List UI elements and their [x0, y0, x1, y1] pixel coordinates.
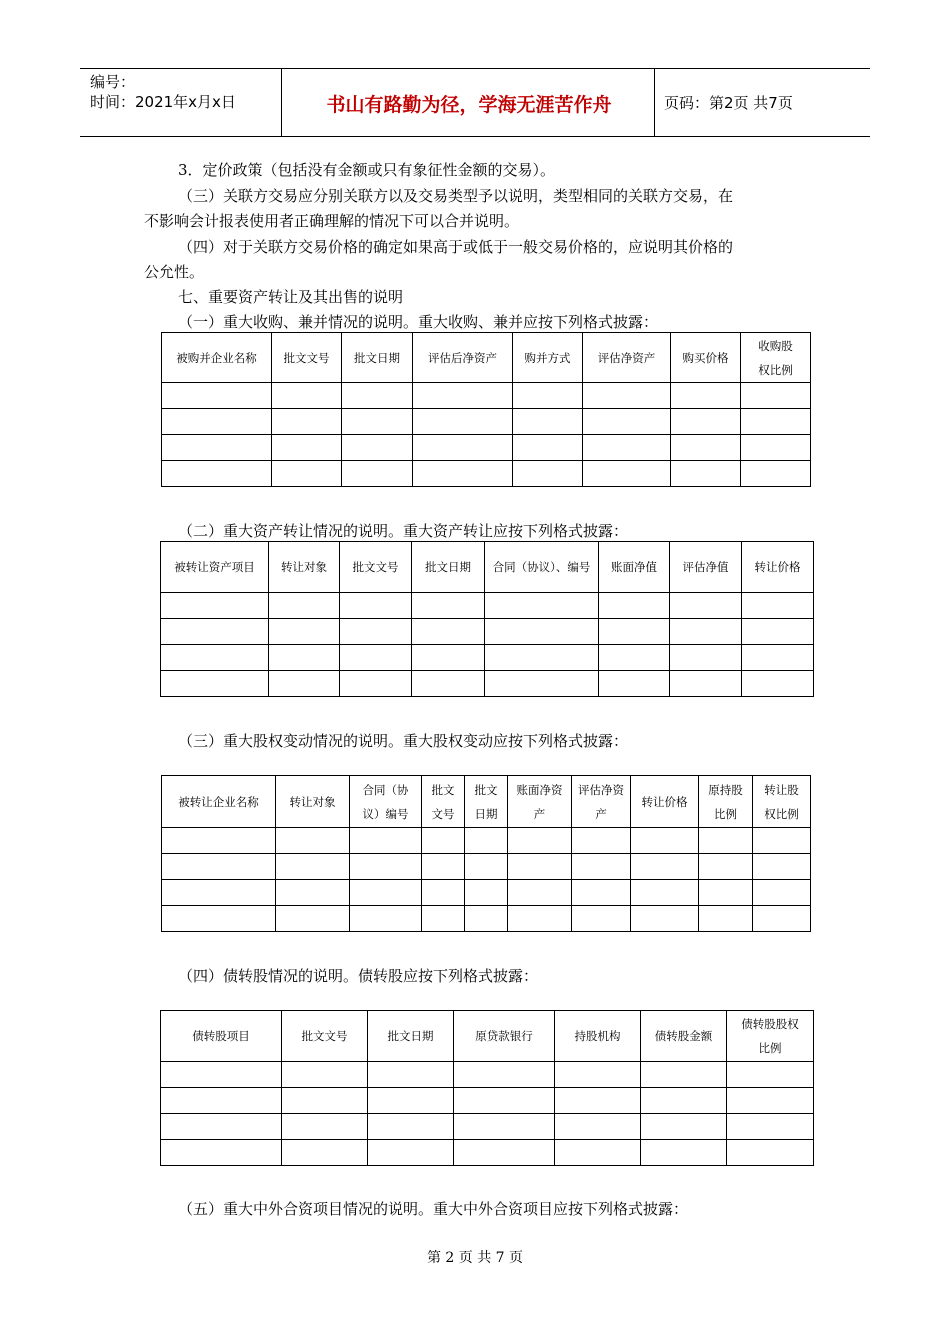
table-header-cell: 原持股比例 — [699, 776, 753, 828]
debt-equity-table — [160, 1010, 814, 1166]
table-row — [162, 906, 811, 932]
subsection-3-heading: （三）重大股权变动情况的说明。重大股权变动应按下列格式披露： — [178, 732, 629, 750]
table-header-cell: 债转股股权比例 — [727, 1011, 814, 1062]
subsection-4-heading: （四）债转股情况的说明。债转股应按下列格式披露： — [178, 967, 539, 985]
table-header-cell: 账面净资产 — [508, 776, 572, 828]
table-header-cell: 批文文号 — [422, 776, 465, 828]
table-row — [162, 828, 811, 854]
header-bottom-rule — [80, 136, 870, 137]
table-header-cell: 批文文号 — [340, 542, 412, 593]
doc-time-label: 时间：2021年x月x日 — [90, 93, 236, 111]
table-header-cell: 评估净资产 — [572, 776, 631, 828]
subsection-5-heading: （五）重大中外合资项目情况的说明。重大中外合资项目应按下列格式披露： — [178, 1200, 689, 1218]
table-header-cell: 持股机构 — [555, 1011, 641, 1062]
table-header-cell: 评估净值 — [670, 542, 742, 593]
table-header-row — [162, 776, 811, 828]
table-row — [161, 645, 814, 671]
page-footer: 第 2 页 共 7 页 — [426, 1250, 524, 1266]
table-header-cell: 原贷款银行 — [454, 1011, 555, 1062]
table-header-cell: 批文日期 — [368, 1011, 454, 1062]
table-row — [161, 593, 814, 619]
header-meta — [90, 72, 236, 112]
table-header-cell: 购买价格 — [671, 333, 741, 383]
table-header-row — [161, 1011, 814, 1062]
paragraph-3-line1: （三）关联方交易应分别关联方以及交易类型予以说明，类型相同的关联方交易，在 — [178, 187, 734, 205]
table-header-cell: 转让对象 — [269, 542, 340, 593]
table-header-cell: 被转让资产项目 — [161, 542, 269, 593]
table-header-cell: 债转股项目 — [161, 1011, 282, 1062]
table-header-cell: 账面净值 — [599, 542, 670, 593]
table-header-cell: 转让股权比例 — [753, 776, 811, 828]
paragraph-pricing-policy: 3．定价政策（包括没有金额或只有象征性金额的交易）。 — [178, 161, 556, 179]
subsection-1-heading: （一）重大收购、兼并情况的说明。重大收购、兼并应按下列格式披露： — [178, 313, 659, 331]
header-top-rule — [80, 68, 870, 69]
asset-transfer-table — [160, 541, 814, 697]
table-header-cell: 评估净资产 — [583, 333, 671, 383]
acquisition-table — [161, 332, 811, 487]
table-row — [161, 1062, 814, 1088]
subsection-2-heading: （二）重大资产转让情况的说明。重大资产转让应按下列格式披露： — [178, 522, 629, 540]
table-row — [162, 461, 811, 487]
table-header-cell: 债转股金额 — [641, 1011, 727, 1062]
table-header-cell: 转让价格 — [742, 542, 814, 593]
equity-change-table — [161, 775, 811, 932]
table-row — [162, 409, 811, 435]
table-header-cell: 被转让企业名称 — [162, 776, 276, 828]
table-header-cell: 收购股权比例 — [741, 333, 811, 383]
paragraph-3-line2: 不影响会计报表使用者正确理解的情况下可以合并说明。 — [144, 212, 520, 230]
table-header-cell: 批文日期 — [465, 776, 508, 828]
table-header-cell: 转让对象 — [276, 776, 350, 828]
table-header-cell: 批文日期 — [342, 333, 413, 383]
table-header-cell: 合同（协议）编号 — [350, 776, 422, 828]
table-row — [162, 435, 811, 461]
table-row — [162, 383, 811, 409]
table-header-cell: 被购并企业名称 — [162, 333, 272, 383]
table-header-cell: 合同（协议）、编号 — [485, 542, 599, 593]
header-page-info: 页码：第2页 共7页 — [664, 94, 793, 112]
table-row — [161, 671, 814, 697]
section-7-heading: 七、重要资产转让及其出售的说明 — [178, 288, 404, 306]
table-row — [161, 1140, 814, 1166]
table-header-cell: 批文文号 — [282, 1011, 368, 1062]
doc-number-label: 编号： — [90, 73, 136, 91]
table-header-cell: 购并方式 — [513, 333, 583, 383]
table-row — [161, 619, 814, 645]
table-header-cell: 批文日期 — [412, 542, 485, 593]
table-header-cell: 评估后净资产 — [413, 333, 513, 383]
table-header-cell: 转让价格 — [631, 776, 699, 828]
paragraph-4-line1: （四）对于关联方交易价格的确定如果高于或低于一般交易价格的，应说明其价格的 — [178, 238, 734, 256]
table-header-cell: 批文文号 — [272, 333, 342, 383]
table-header-row — [161, 542, 814, 593]
table-row — [162, 854, 811, 880]
header-divider-left — [281, 68, 282, 136]
table-row — [161, 1114, 814, 1140]
table-row — [161, 1088, 814, 1114]
table-header-row — [162, 333, 811, 383]
paragraph-4-line2: 公允性。 — [144, 263, 205, 281]
header-motto: 书山有路勤为径，学海无涯苦作舟 — [326, 94, 612, 116]
table-row — [162, 880, 811, 906]
header-divider-right — [654, 68, 655, 136]
